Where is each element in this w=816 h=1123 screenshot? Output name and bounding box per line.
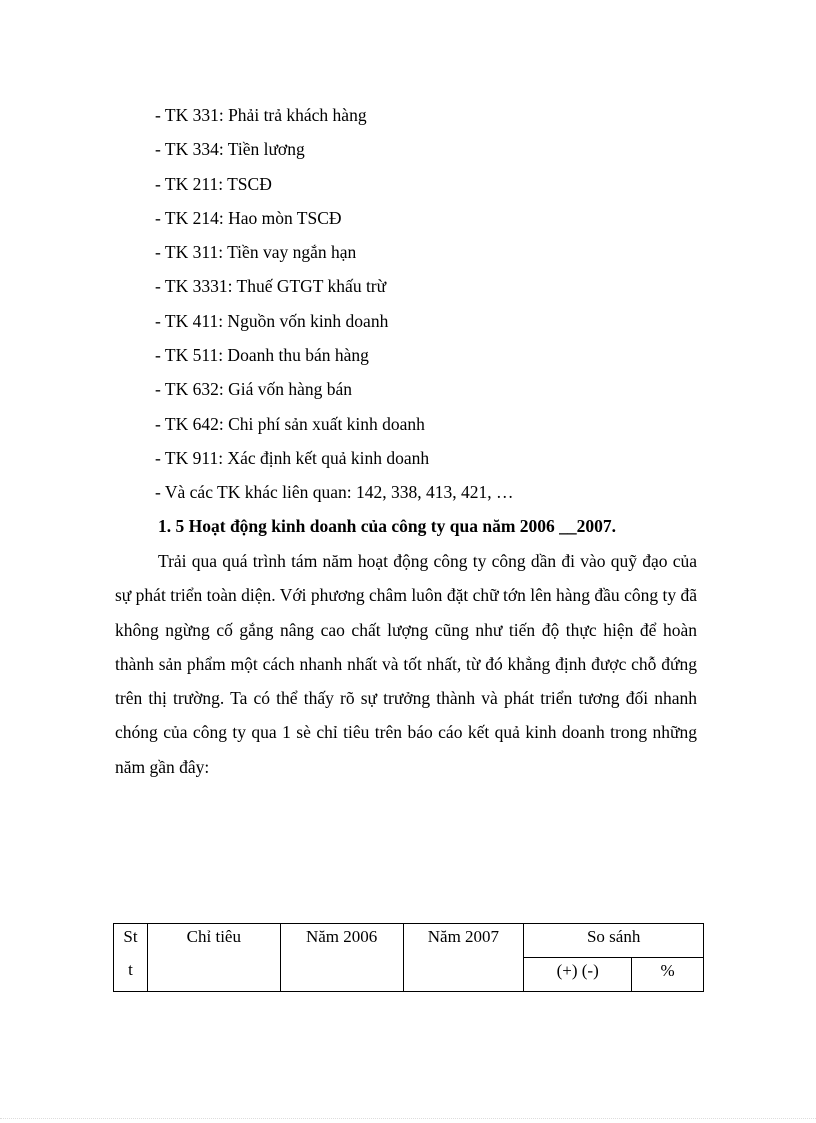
account-item: - TK 334: Tiền lương bbox=[155, 139, 305, 160]
account-item: - TK 311: Tiền vay ngắn hạn bbox=[155, 242, 357, 263]
account-item: - TK 331: Phải trả khách hàng bbox=[155, 105, 367, 125]
header-compare: So sánh bbox=[524, 924, 704, 958]
business-results-table bbox=[113, 923, 704, 992]
header-percent: % bbox=[632, 958, 704, 992]
account-item: - TK 911: Xác định kết quả kinh doanh bbox=[155, 447, 430, 468]
header-stt-bottom: t bbox=[128, 960, 133, 979]
account-item: - TK 632: Giá vốn hàng bán bbox=[155, 379, 353, 400]
account-item: - TK 3331: Thuế GTGT khấu trừ bbox=[155, 276, 387, 297]
header-stt-top: St bbox=[123, 927, 138, 946]
table-header-row bbox=[114, 924, 704, 958]
header-indicator: Chỉ tiêu bbox=[147, 924, 280, 992]
section-heading: 1. 5 Hoạt động kinh doanh của công ty qua năm 2006 __2007. bbox=[158, 516, 617, 536]
account-item: - Và các TK khác liên quan: 142, 338, 413, 421, … bbox=[155, 482, 514, 503]
header-stt bbox=[114, 924, 148, 992]
account-list bbox=[155, 100, 514, 512]
account-item: - TK 211: TSCĐ bbox=[155, 173, 272, 194]
account-item: - TK 642: Chi phí sản xuất kinh doanh bbox=[155, 413, 425, 434]
account-item: - TK 214: Hao mòn TSCĐ bbox=[155, 207, 342, 228]
header-diff: (+) (-) bbox=[524, 958, 632, 992]
section-paragraph: Trải qua quá trình tám năm hoạt động công ty công dần đi vào quỹ đạo của sự phát triển toàn diện. Với phương châm luôn đặt chữ tớn lên hàng đầu công ty đã không ngừng cố gắng nâng cao chất lượng cũng như tiến độ thực hiện để hoàn thành sản phẩm một cách nhanh nhất và tốt nhất, từ đó khẳng định được chỗ đứng trên thị trường. Ta có thể thấy rõ sự trưởng thành và phát triển tương đối nhanh chóng của công ty qua 1 sè chỉ tiêu trên báo cáo kết quả kinh doanh trong những năm gần đây: bbox=[115, 551, 697, 777]
account-item: - TK 511: Doanh thu bán hàng bbox=[155, 345, 369, 366]
page-bottom-divider bbox=[0, 1118, 816, 1119]
account-item: - TK 411: Nguồn vốn kinh doanh bbox=[155, 310, 389, 331]
header-year-2007: Năm 2007 bbox=[403, 924, 524, 992]
header-year-2006: Năm 2006 bbox=[280, 924, 403, 992]
